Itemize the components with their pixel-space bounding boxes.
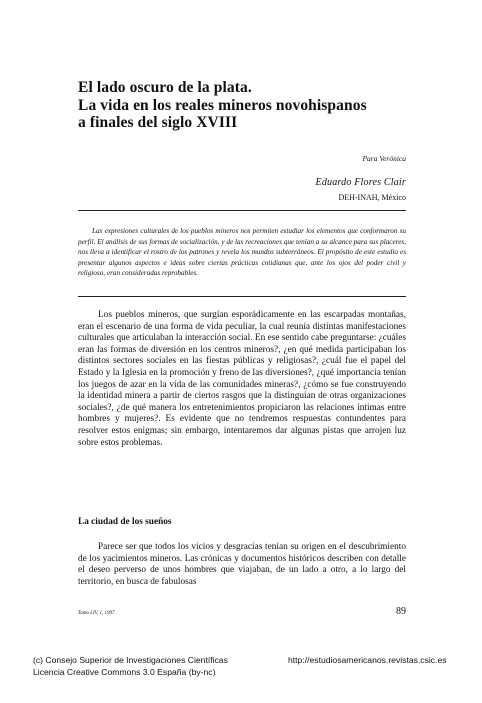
abstract: Las expresiones culturales de los pueblos mineros nos permiten estudiar los elementos que conformaron su perfil. El análisis de sus formas de socialización, y de las recreaciones que tenían a su alcance para sus placeres, nos lleva a identificar el rostro de los patrones y revela los mundos subterráneos. El propósito de este estudio es presentar algunos aspectos e ideas sobre ciertas prácticas cotidianas que, ante los ojos del poder civil y religioso, eran consideradas reprobables.: [78, 227, 406, 278]
author-name: Eduardo Flores Clair: [315, 177, 406, 188]
page-number: 89: [396, 606, 406, 617]
journal-url-link[interactable]: http://estudiosamericanos.revistas.csic.es: [288, 655, 447, 665]
license-line: Licencia Creative Commons 3.0 España (by-nc): [33, 667, 216, 677]
abstract-top-rule: [78, 210, 406, 211]
dedication: Para Verónica: [362, 154, 406, 163]
journal-footer: Tomo LIV, 1, 1997: [78, 611, 115, 616]
copyright-line: (c) Consejo Superior de Investigaciones Científicas: [33, 655, 228, 665]
title-line: La vida en los reales mineros novohispanos: [78, 96, 367, 114]
article-title: [78, 79, 418, 132]
abstract-bottom-rule: [78, 296, 406, 297]
section-heading: La ciudad de los sueños: [78, 517, 172, 527]
author-affiliation: DEH-INAH, México: [338, 193, 406, 202]
body-paragraph: Parece ser que todos los vicios y desgracias tenían su origen en el descubrimiento de los yacimientos mineros. Las crónicas y documentos históricos describen con detalle el deseo perverso de unos hombres que viajaban, de un lado a otro, a lo largo del territorio, en busca de fabulosas: [78, 542, 406, 587]
title-line: El lado oscuro de la plata.: [78, 79, 252, 96]
title-line: a finales del siglo XVIII: [78, 114, 238, 131]
body-paragraph: Los pueblos mineros, que surgían esporádicamente en las escarpadas montañas, eran el escenario de una forma de vida peculiar, la cual reunía distintas manifestaciones culturales que articulaban la interacción social. En ese sentido cabe preguntarse: ¿cuáles eran las formas de diversión en los centros mineros?, ¿en qué medida participaban los distintos sectores sociales en las fiestas públicas y religiosas?, ¿cuál fue el papel del Estado y la Iglesia en la promoción y freno de las diversiones?, ¿qué importancia tenían los juegos de azar en la vida de las comunidades mineras?, ¿cómo se fue construyendo la identidad minera a partir de ciertos rasgos que la distinguían de otras organizaciones sociales?, ¿de qué manera los entretenimientos propiciaron las relaciones íntimas entre hombres y mujeres?. Es evidente que no tendremos respuestas contundentes para resolver estos enigmas; sin embargo, intentaremos dar algunas pistas que arrojen luz sobre estos problemas.: [78, 310, 406, 448]
